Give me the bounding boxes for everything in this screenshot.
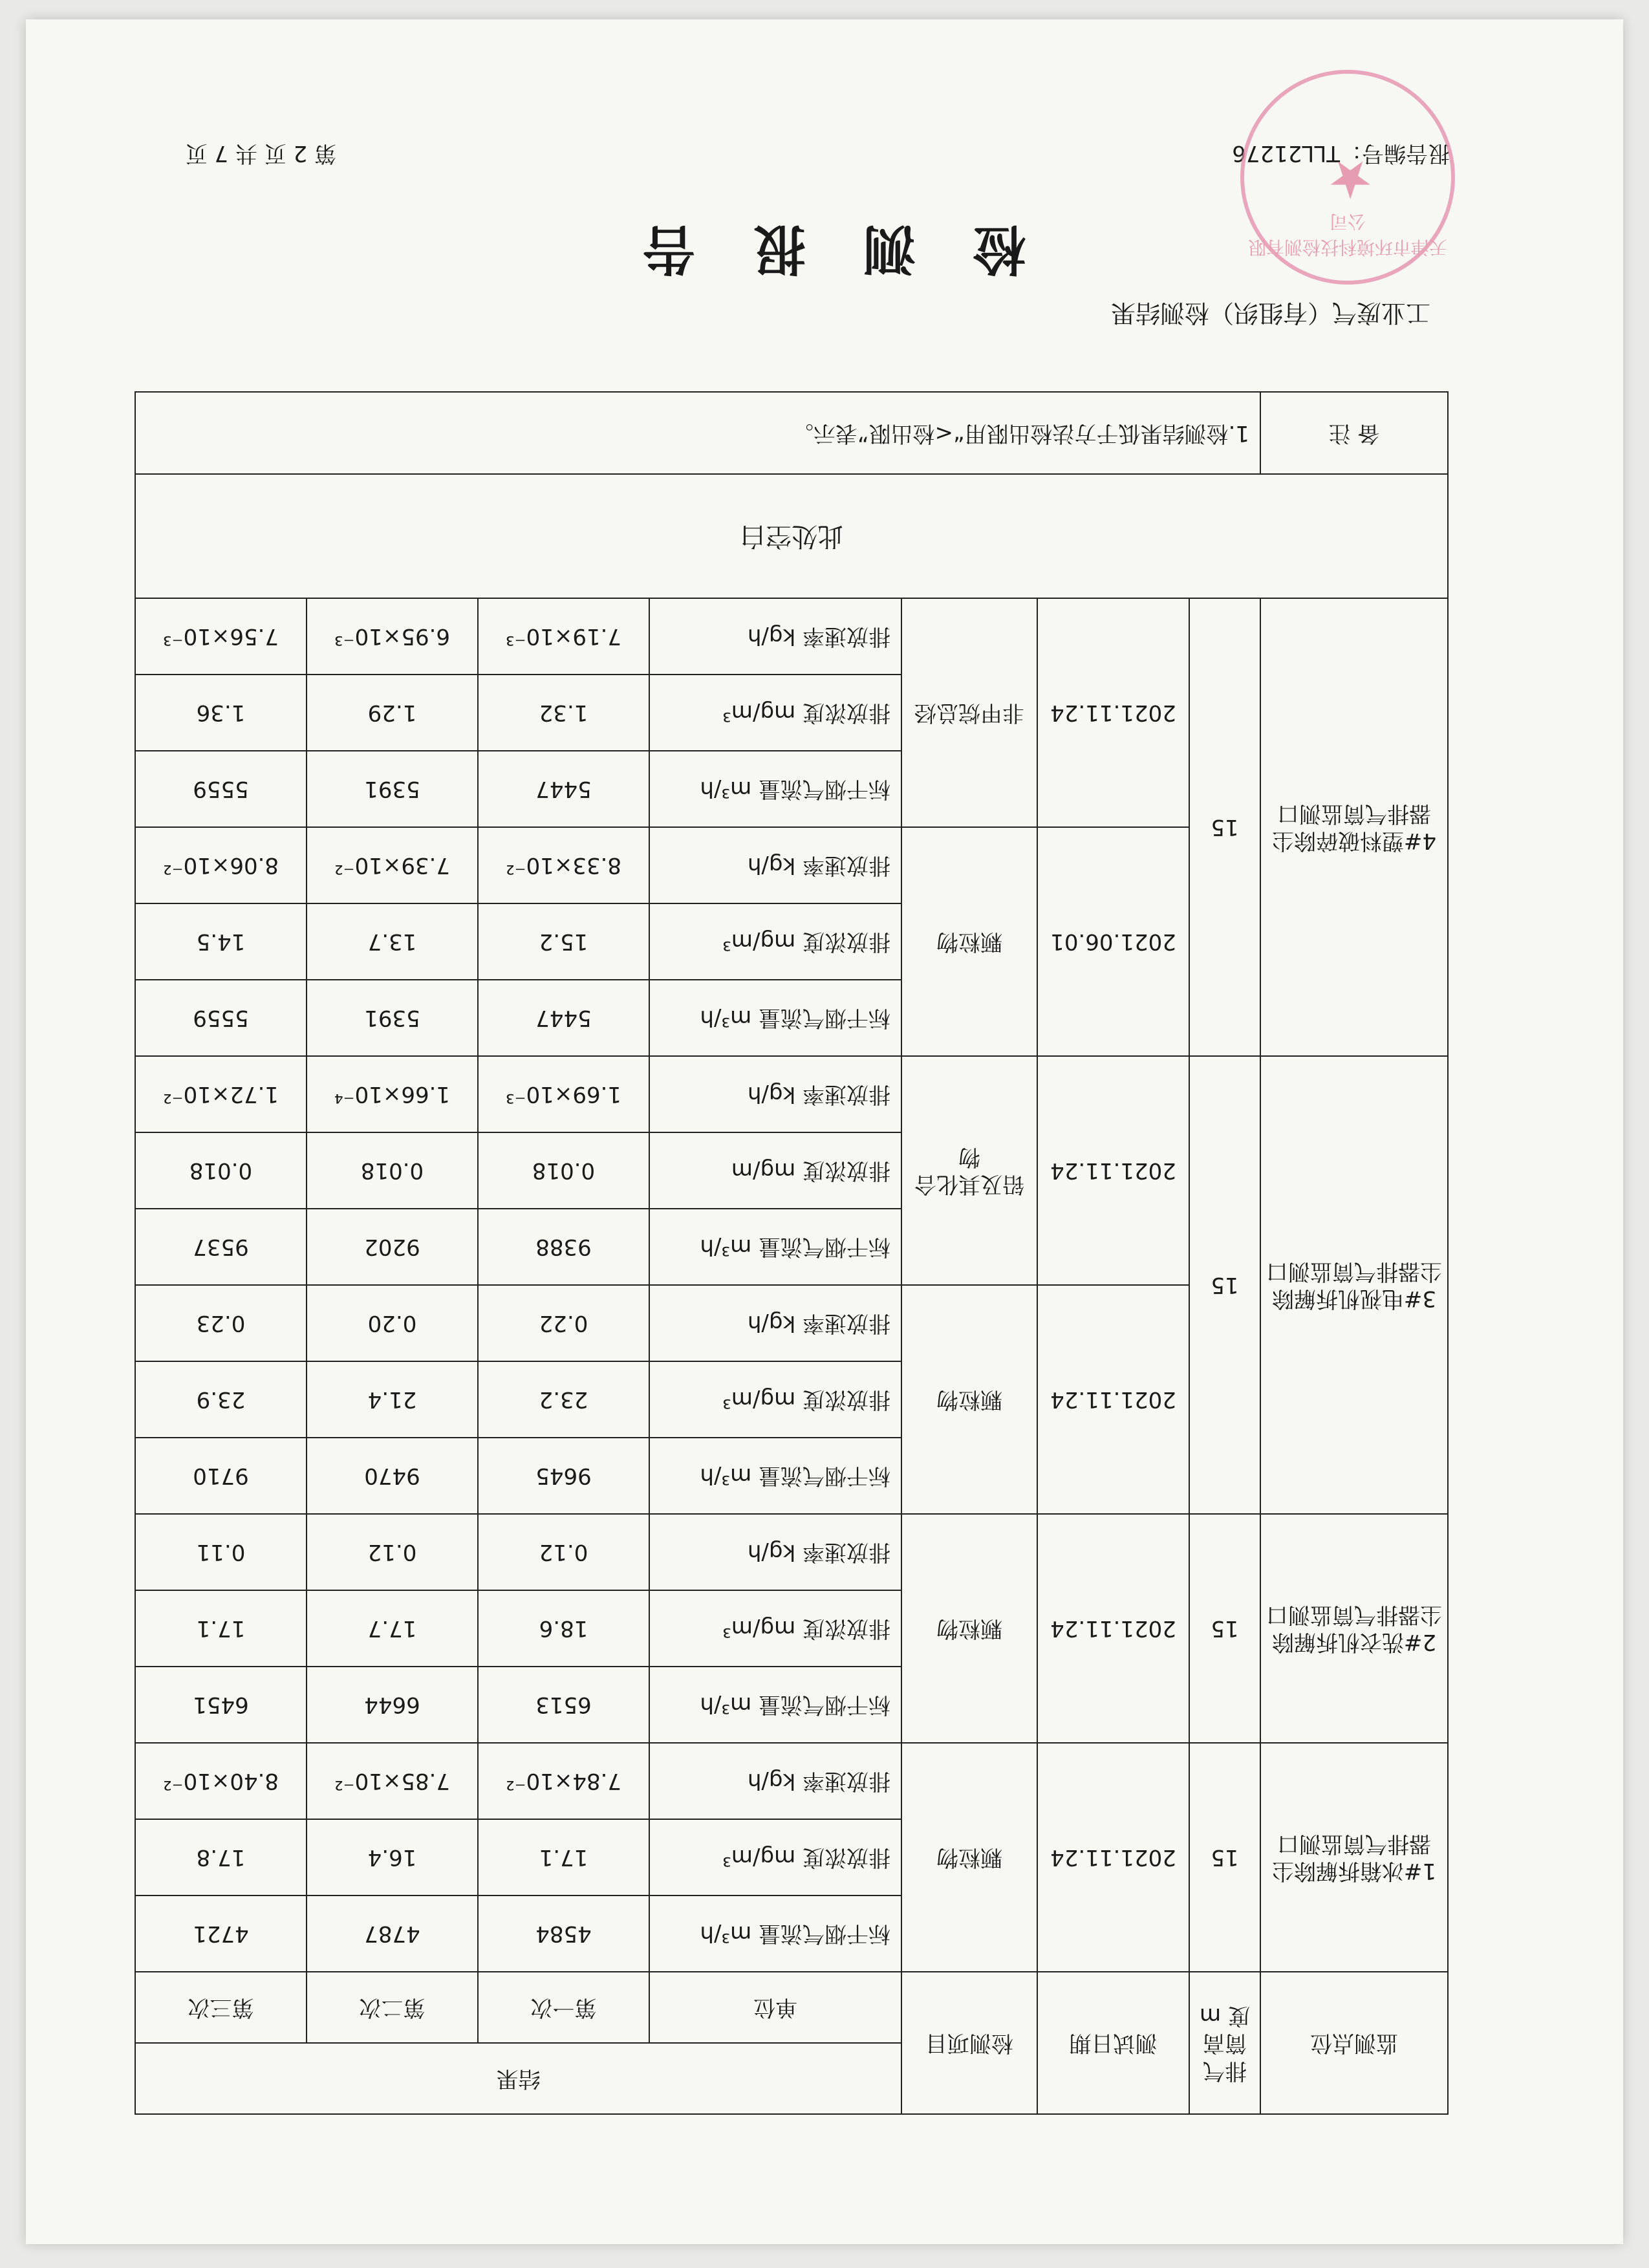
remark-text: 1.检测结果低于方法检出限用“<检出限”表示。 [135, 392, 1260, 474]
value-run3: 7.56×10⁻³ [135, 598, 307, 675]
table-row [135, 1438, 1448, 1514]
value-run2: 1.66×10⁻⁴ [307, 1056, 478, 1132]
blank-row [135, 474, 1448, 598]
value-run3: 17.1 [135, 1590, 307, 1667]
test-item: 铅及其化合物 [901, 1056, 1037, 1285]
measure-unit: 排放浓度 mg/m³ [649, 903, 901, 980]
stack-height: 15 [1189, 1056, 1260, 1514]
measure-unit: 排放浓度 mg/m³ [649, 1361, 901, 1438]
measure-unit: 标干烟气流量 m³/h [649, 1438, 901, 1514]
test-item: 非甲烷总烃 [901, 598, 1037, 827]
value-run1: 5447 [478, 980, 649, 1056]
value-run1: 5447 [478, 751, 649, 827]
value-run2: 6644 [307, 1667, 478, 1743]
header-run2: 第二次 [307, 1972, 478, 2043]
value-run1: 4584 [478, 1895, 649, 1972]
measure-unit: 排放速率 kg/h [649, 827, 901, 903]
seal-star-icon: ★ [1327, 149, 1374, 210]
remark-label: 备 注 [1260, 392, 1448, 474]
table-row [135, 1895, 1448, 1972]
value-run2: 9202 [307, 1209, 478, 1285]
measure-unit: 标干烟气流量 m³/h [649, 980, 901, 1056]
monitoring-point: 3#电视机拆解除尘器排气筒监测口 [1260, 1056, 1448, 1514]
value-run1: 18.6 [478, 1590, 649, 1667]
value-run2: 7.39×10⁻² [307, 827, 478, 903]
value-run1: 0.12 [478, 1514, 649, 1590]
stack-height: 15 [1189, 1514, 1260, 1743]
value-run2: 5391 [307, 751, 478, 827]
measure-unit: 排放速率 kg/h [649, 1056, 901, 1132]
scanned-page [26, 19, 1623, 2244]
value-run3: 1.72×10⁻² [135, 1056, 307, 1132]
header-item: 检测项目 [901, 1972, 1037, 2114]
value-run3: 0.018 [135, 1132, 307, 1209]
measure-unit: 排放浓度 mg/m³ [649, 1819, 901, 1895]
test-item: 颗粒物 [901, 1743, 1037, 1972]
measure-unit: 标干烟气流量 m³/h [649, 751, 901, 827]
test-date: 2021.11.24 [1037, 598, 1189, 827]
header-date: 测试日期 [1037, 1972, 1189, 2114]
header-run1: 第一次 [478, 1972, 649, 2043]
value-run3: 8.40×10⁻² [135, 1743, 307, 1819]
value-run2: 0.20 [307, 1285, 478, 1361]
stack-height: 15 [1189, 598, 1260, 1056]
header-result: 结果 [135, 2043, 901, 2114]
value-run3: 5559 [135, 751, 307, 827]
seal-text: 天津市环境科技检测有限公司 [1248, 211, 1448, 258]
value-run2: 13.7 [307, 903, 478, 980]
monitoring-point: 1#冰箱拆解除尘器排气筒监测口 [1260, 1743, 1448, 1972]
results-table [135, 391, 1449, 2115]
header-point: 监测点位 [1260, 1972, 1448, 2114]
table-row [135, 1667, 1448, 1743]
value-run1: 9388 [478, 1209, 649, 1285]
test-date: 2021.06.01 [1037, 827, 1189, 1056]
test-item: 颗粒物 [901, 1514, 1037, 1743]
value-run3: 1.36 [135, 675, 307, 751]
report-sheet [26, 19, 1623, 2244]
value-run1: 17.1 [478, 1819, 649, 1895]
measure-unit: 排放速率 kg/h [649, 1743, 901, 1819]
company-seal [1240, 70, 1455, 285]
table-header-row [135, 2043, 1448, 2114]
value-run3: 17.8 [135, 1819, 307, 1895]
value-run2: 16.4 [307, 1819, 478, 1895]
measure-unit: 排放速率 kg/h [649, 598, 901, 675]
value-run2: 17.7 [307, 1590, 478, 1667]
value-run2: 4787 [307, 1895, 478, 1972]
value-run3: 9537 [135, 1209, 307, 1285]
value-run1: 7.84×10⁻² [478, 1743, 649, 1819]
value-run1: 7.19×10⁻³ [478, 598, 649, 675]
value-run1: 15.2 [478, 903, 649, 980]
value-run1: 9645 [478, 1438, 649, 1514]
page-number: 第 2 页 共 7 页 [185, 140, 336, 166]
remark-row [135, 392, 1448, 474]
test-item: 颗粒物 [901, 1285, 1037, 1514]
table-subtitle: 工业废气（有组织）检测结果 [1110, 299, 1430, 327]
value-run1: 0.22 [478, 1285, 649, 1361]
value-run3: 9710 [135, 1438, 307, 1514]
monitoring-point: 2#洗衣机拆解除尘器排气筒监测口 [1260, 1514, 1448, 1743]
value-run1: 0.018 [478, 1132, 649, 1209]
header-run3: 第三次 [135, 1972, 307, 2043]
document-title: 检 测 报 告 [623, 218, 1026, 279]
value-run2: 6.95×10⁻³ [307, 598, 478, 675]
value-run1: 6513 [478, 1667, 649, 1743]
blank-note: 此处空白 [135, 474, 1448, 598]
measure-unit: 标干烟气流量 m³/h [649, 1667, 901, 1743]
header-unit: 单位 [649, 1972, 901, 2043]
value-run3: 0.11 [135, 1514, 307, 1590]
value-run2: 7.85×10⁻² [307, 1743, 478, 1819]
value-run3: 4721 [135, 1895, 307, 1972]
test-item: 颗粒物 [901, 827, 1037, 1056]
value-run3: 23.9 [135, 1361, 307, 1438]
test-date: 2021.11.24 [1037, 1056, 1189, 1285]
header-height: 排气筒高度 m [1189, 1972, 1260, 2114]
monitoring-point: 4#塑料破碎除尘器排气筒监测口 [1260, 598, 1448, 1056]
value-run3: 6451 [135, 1667, 307, 1743]
value-run2: 5391 [307, 980, 478, 1056]
value-run2: 21.4 [307, 1361, 478, 1438]
measure-unit: 排放浓度 mg/m³ [649, 1590, 901, 1667]
value-run2: 1.29 [307, 675, 478, 751]
test-date: 2021.11.24 [1037, 1285, 1189, 1514]
value-run1: 1.32 [478, 675, 649, 751]
measure-unit: 标干烟气流量 m³/h [649, 1895, 901, 1972]
measure-unit: 排放速率 kg/h [649, 1514, 901, 1590]
value-run2: 0.12 [307, 1514, 478, 1590]
value-run3: 0.23 [135, 1285, 307, 1361]
test-date: 2021.11.24 [1037, 1743, 1189, 1972]
measure-unit: 标干烟气流量 m³/h [649, 1209, 901, 1285]
value-run3: 5559 [135, 980, 307, 1056]
measure-unit: 排放浓度 mg/m³ [649, 675, 901, 751]
value-run1: 8.33×10⁻² [478, 827, 649, 903]
table-row [135, 980, 1448, 1056]
stack-height: 15 [1189, 1743, 1260, 1972]
value-run3: 14.5 [135, 903, 307, 980]
value-run1: 1.69×10⁻³ [478, 1056, 649, 1132]
value-run2: 9470 [307, 1438, 478, 1514]
value-run3: 8.06×10⁻² [135, 827, 307, 903]
test-date: 2021.11.24 [1037, 1514, 1189, 1743]
report-number: 报告编号：TLL21276 [1232, 140, 1450, 166]
measure-unit: 排放速率 kg/h [649, 1285, 901, 1361]
value-run2: 0.018 [307, 1132, 478, 1209]
measure-unit: 排放浓度 mg/m [649, 1132, 901, 1209]
value-run1: 23.2 [478, 1361, 649, 1438]
